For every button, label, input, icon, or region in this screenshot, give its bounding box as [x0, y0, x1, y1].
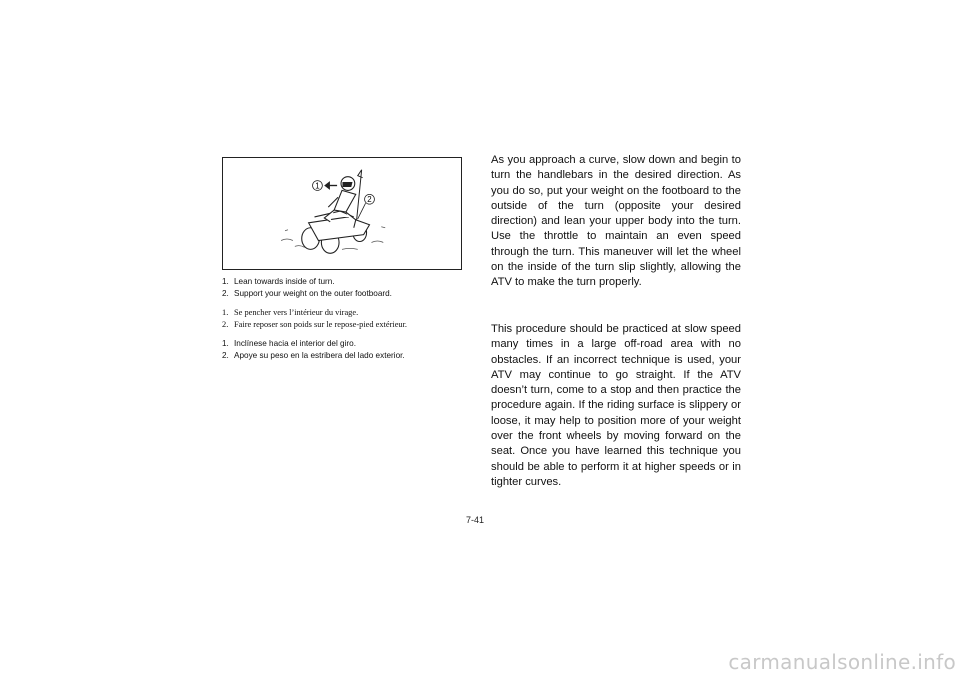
caption-line	[222, 276, 472, 288]
svg-text:2: 2	[367, 195, 372, 205]
caption-group-spanish	[222, 338, 472, 361]
callout-1	[313, 181, 323, 191]
caption-text: Apoye su peso en la estribera del lado exterior.	[234, 350, 405, 360]
caption-group-french	[222, 307, 472, 330]
atv-rider-drawing	[223, 158, 461, 269]
caption-number: 1.	[222, 339, 229, 348]
caption-text: Inclínese hacia el interior del giro.	[234, 339, 356, 348]
left-arrow-icon	[325, 183, 337, 189]
watermark-link[interactable]: carmanualsonline.info	[728, 650, 956, 674]
caption-group-english	[222, 276, 472, 299]
caption-line	[222, 338, 472, 350]
body-paragraph-1: As you approach a curve, slow down and begin to turn the handlebars in the desired direction. As you do so, put your weight on the footboard to the outside of the turn (opposite your desired direction) and lean your upper body into the turn. Use the throttle to maintain an even speed through the turn. This maneuver will let the wheel on the inside of the turn slip slightly, allowing the ATV to make the turn properly.	[491, 154, 741, 289]
caption-text: Support your weight on the outer footboard.	[234, 288, 392, 298]
caption-text: Lean towards inside of turn.	[234, 277, 335, 286]
caption-line	[222, 319, 472, 331]
caption-text: Faire reposer son poids sur le repose-pied extérieur.	[234, 319, 408, 329]
caption-line	[222, 350, 472, 362]
caption-number: 2.	[222, 350, 229, 360]
svg-text:1: 1	[315, 181, 320, 191]
caption-number: 1.	[222, 308, 229, 317]
page-number: 7-41	[466, 515, 485, 525]
figure-captions	[222, 276, 472, 369]
callout-2	[365, 194, 375, 204]
caption-line	[222, 288, 472, 300]
caption-number: 2.	[222, 319, 229, 329]
atv-turning-illustration	[222, 157, 462, 270]
caption-text: Se pencher vers l’intérieur du virage.	[234, 308, 359, 317]
caption-line	[222, 307, 472, 319]
body-paragraph-2: This procedure should be practiced at slow speed many times in a large off-road area with no obstacles. If an incorrect technique is used, your ATV may continue to go straight. If the ATV doesn’t turn, come to a stop and then practice the procedure again. If the riding surface is slippery or loose, it may help to position more of your weight over the front wheels by moving forward on the seat. Once you have learned this technique you should be able to perform it at higher speeds or in tighter curves.	[491, 323, 741, 488]
caption-number: 2.	[222, 288, 229, 298]
caption-number: 1.	[222, 277, 229, 286]
